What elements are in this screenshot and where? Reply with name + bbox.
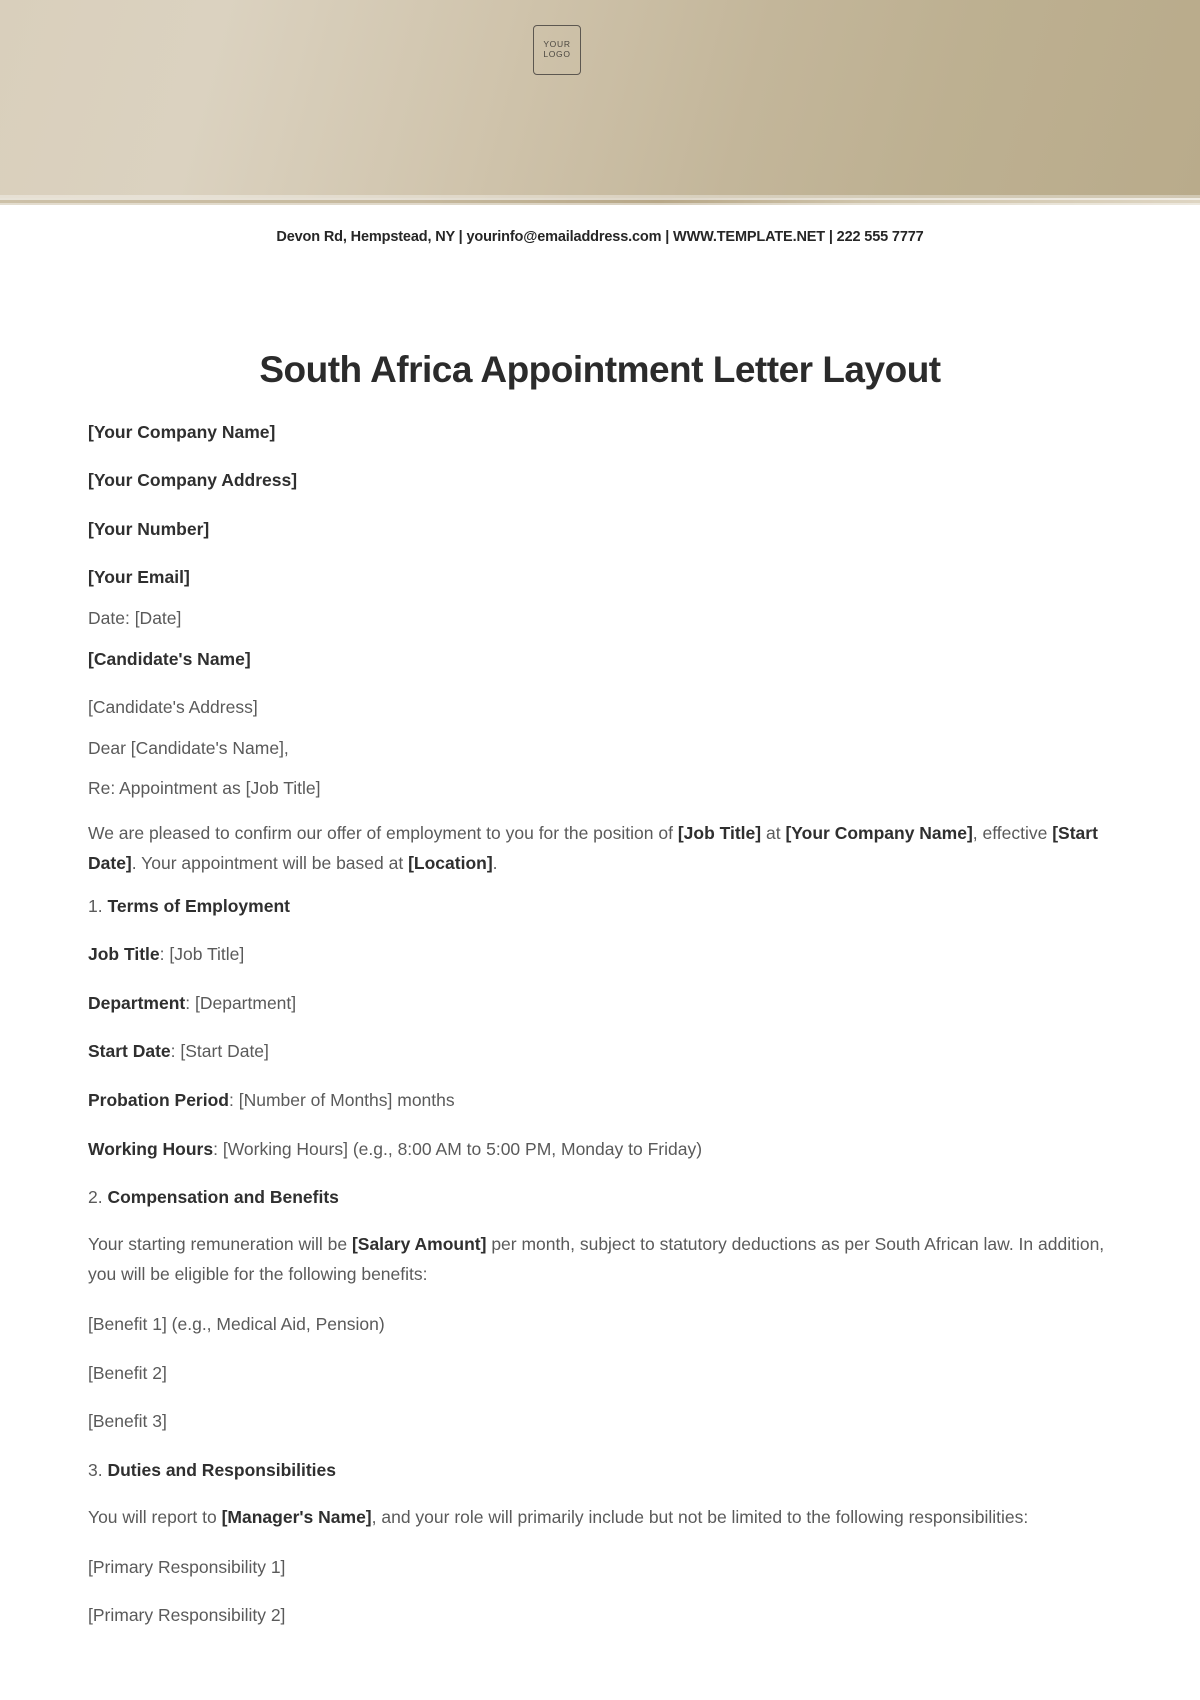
terms-item-department-label: Department [88, 992, 186, 1013]
section-1-heading [88, 893, 1112, 920]
terms-item-start-date-label: Start Date [88, 1041, 171, 1062]
terms-item-department [88, 990, 1112, 1017]
terms-item-probation-period [88, 1087, 1112, 1114]
salutation: Dear [Candidate's Name], [88, 737, 289, 758]
responsibility-item-2: [Primary Responsibility 2] [88, 1605, 286, 1626]
benefit-item-1: [Benefit 1] (e.g., Medical Aid, Pension) [88, 1314, 385, 1335]
sender-email-text: [Your Email] [88, 567, 190, 588]
terms-item-working-hours-label: Working Hours [88, 1138, 214, 1159]
intro-paragraph [88, 818, 1112, 879]
compensation-salary-amount: [Salary Amount] [351, 1233, 487, 1254]
compensation-text-1: Your starting remuneration will be [88, 1233, 352, 1254]
terms-item-department-value: : [Department] [185, 992, 297, 1013]
compensation-paragraph [88, 1229, 1112, 1290]
terms-item-job-title-label: Job Title [88, 944, 160, 965]
duties-text-1: You will report to [88, 1506, 222, 1527]
intro-start-date: [Start Date] [88, 823, 1098, 874]
duties-paragraph [88, 1502, 1112, 1532]
terms-item-probation-period-value: : [Number of Months] months [228, 1089, 455, 1110]
page-title: South Africa Appointment Letter Layout [259, 349, 941, 390]
logo-line-1: YOUR [543, 39, 571, 50]
intro-text-5: . [492, 853, 498, 874]
section-1-number: 1. [88, 895, 103, 916]
intro-text-2: at [761, 823, 786, 843]
contact-bar [0, 205, 1200, 245]
sender-company-name-text: [Your Company Name] [88, 421, 276, 442]
section-1-heading-text: Terms of Employment [107, 895, 290, 916]
compensation-text-2: per month, subject to statutory deductions as per South African law. In addition, you will be eligible for the following benefits: [88, 1233, 1105, 1284]
sender-company-address-text: [Your Company Address] [88, 470, 298, 491]
document-body [0, 348, 1200, 1629]
contact-info-line: Devon Rd, Hempstead, NY | yourinfo@emailaddress.com | WWW.TEMPLATE.NET | 222 555 7777 [276, 229, 924, 245]
terms-item-probation-period-label: Probation Period [88, 1089, 229, 1110]
terms-item-start-date-value: : [Start Date] [170, 1041, 269, 1062]
terms-item-job-title-value: : [Job Title] [159, 944, 245, 965]
intro-job-title: [Job Title] [677, 823, 762, 843]
section-2-heading [88, 1184, 1112, 1211]
intro-text-4: . Your appointment will be based at [131, 853, 409, 874]
recipient-address: [Candidate's Address] [88, 697, 258, 718]
benefit-item-3: [Benefit 3] [88, 1411, 167, 1432]
sender-number-text: [Your Number] [88, 518, 210, 539]
header-divider-rule [0, 198, 1200, 205]
terms-item-working-hours-value: : [Working Hours] (e.g., 8:00 AM to 5:00 PM, Monday to Friday) [213, 1138, 703, 1159]
sender-company-address [88, 467, 1112, 494]
section-3-heading-text: Duties and Responsibilities [107, 1460, 337, 1480]
responsibility-item-1: [Primary Responsibility 1] [88, 1556, 286, 1577]
intro-text-3: , effective [972, 823, 1053, 843]
sender-email [88, 564, 1112, 591]
section-3-number: 3. [88, 1460, 103, 1480]
section-3-heading [88, 1457, 1112, 1484]
subject-line: Re: Appointment as [Job Title] [88, 778, 321, 799]
terms-item-job-title [88, 941, 1112, 968]
sender-number [88, 516, 1112, 543]
benefit-item-2: [Benefit 2] [88, 1362, 167, 1383]
duties-text-2: , and your role will primarily include but not be limited to the following responsibilities: [371, 1506, 1029, 1527]
section-2-heading-text: Compensation and Benefits [107, 1187, 339, 1208]
logo-line-2: LOGO [543, 49, 571, 59]
header-banner [0, 0, 1200, 198]
sender-company-name [88, 419, 1112, 446]
date-line: Date: [Date] [88, 608, 182, 629]
intro-text-1: We are pleased to confirm our offer of employment to you for the position of [88, 823, 678, 843]
terms-item-start-date [88, 1038, 1112, 1065]
section-2-number: 2. [88, 1187, 103, 1208]
intro-company-name: [Your Company Name] [785, 823, 973, 843]
recipient-name-text: [Candidate's Name] [88, 648, 251, 669]
terms-item-working-hours [88, 1136, 1112, 1163]
recipient-name [88, 646, 1112, 673]
intro-location: [Location] [408, 853, 493, 874]
your-logo-placeholder[interactable] [533, 25, 581, 75]
duties-manager-name: [Manager's Name] [221, 1506, 372, 1527]
